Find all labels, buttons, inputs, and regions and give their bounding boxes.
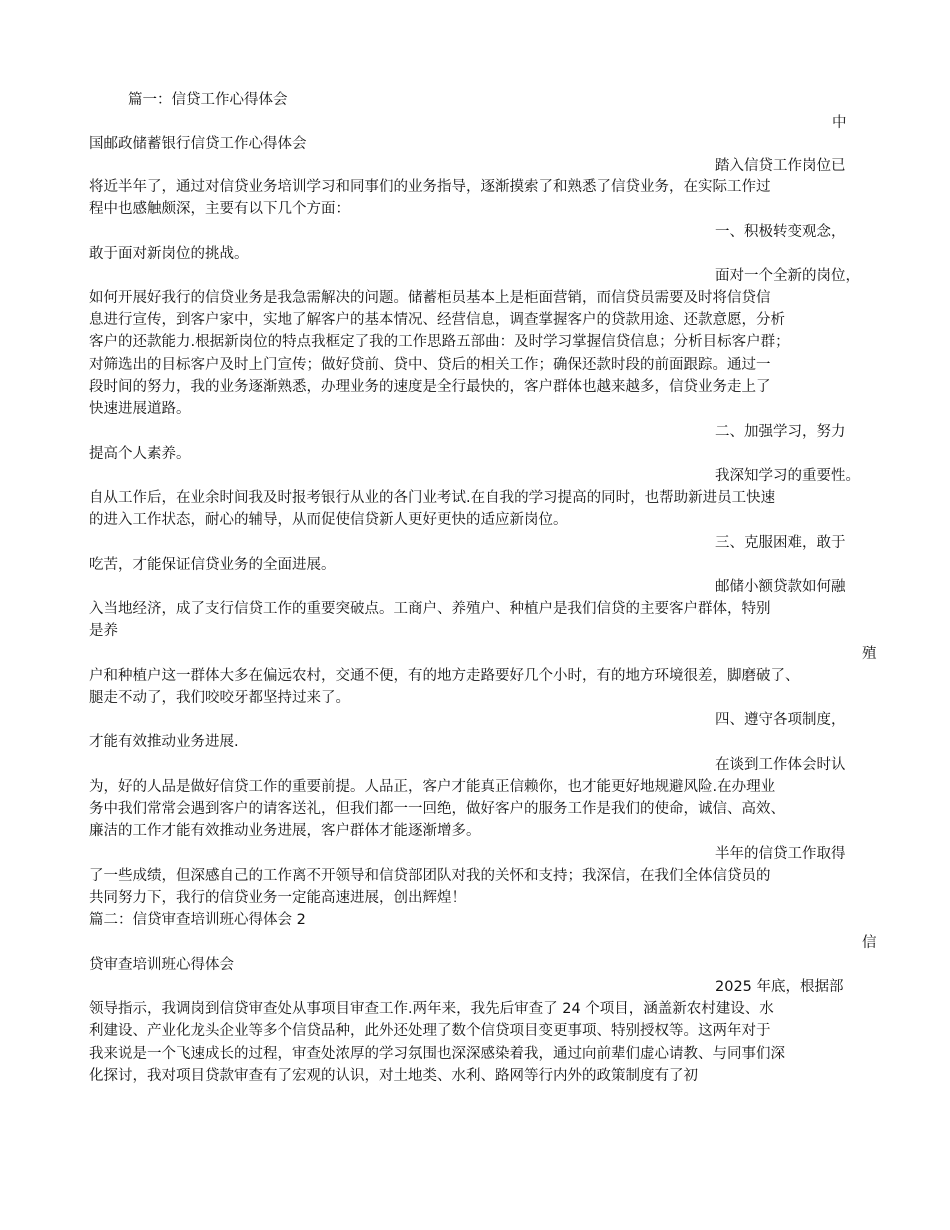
text-line: 务中我们常常会遇到客户的请客送礼，但我们都一一回绝，做好客户的服务工作是我们的使命，诚信、高效、	[89, 801, 785, 817]
subheading: 一、积极转变观念，	[715, 224, 846, 240]
text-line: 入当地经济，成了支行信贷工作的重要突破点。工商户、养殖户、种植户是我们信贷的主要客户群体，特别	[89, 601, 771, 617]
text-line: 客户的还款能力.根据新岗位的特点我框定了我的工作思路五部曲：及时学习掌握信贷信息；分析目标客户群；	[89, 334, 790, 350]
subheading: 二、加强学习，努力	[715, 424, 846, 440]
text-line: 我深知学习的重要性。	[715, 468, 860, 484]
text-line: 快速进展道路。	[89, 401, 191, 417]
text-line: 了一些成绩，但深感自己的工作离不开领导和信贷部团队对我的关怀和支持；我深信，在我们全体信贷员的	[89, 868, 771, 884]
text-line: 信	[862, 935, 877, 951]
text-line: 息进行宣传，到客户家中，实地了解客户的基本情况、经营信息，调查掌握客户的贷款用途、还款意愿，分析	[89, 312, 785, 328]
text-line: 段时间的努力，我的业务逐渐熟悉，办理业务的速度是全行最快的，客户群体也越来越多，信贷业务走上了	[89, 379, 771, 395]
article-title-2: 贷审查培训班心得体会	[89, 957, 234, 973]
text-line: 廉洁的工作才能有效推动业务进展，客户群体才能逐渐增多。	[89, 823, 481, 839]
section-heading-1: 篇一：信贷工作心得体会	[128, 92, 288, 108]
text-line: 将近半年了，通过对信贷业务培训学习和同事们的业务指导，逐渐摸索了和熟悉了信贷业务，在实际工作过	[89, 179, 771, 195]
text-line: 中	[832, 115, 847, 131]
text-line: 我来说是一个飞速成长的过程，审查处浓厚的学习氛围也深深感染着我，通过向前辈们虚心请教、与同事们深	[89, 1046, 785, 1062]
text-line: 踏入信贷工作岗位已	[715, 158, 846, 174]
text-line: 腿走不动了，我们咬咬牙都坚持过来了。	[89, 690, 350, 706]
text-line: 对筛选出的目标客户及时上门宣传；做好贷前、贷中、贷后的相关工作；确保还款时段的前面跟踪。通过一	[89, 357, 771, 373]
text-line: 户和种植户这一群体大多在偏远农村，交通不便，有的地方走路要好几个小时，有的地方环境很差，脚磨破了、	[89, 668, 800, 684]
text-line: 提高个人素养。	[89, 446, 191, 462]
text-line: 殖	[862, 646, 877, 662]
text-line: 面对一个全新的岗位，	[715, 268, 860, 284]
text-line: 自从工作后，在业余时间我及时报考银行从业的各门业考试.在自我的学习提高的同时，也帮助新进员工快速	[89, 490, 776, 506]
text-line: 半年的信贷工作取得	[715, 846, 846, 862]
text-line: 利建设、产业化龙头企业等多个信贷品种，此外还处理了数个信贷项目变更事项、特别授权等。这两年对于	[89, 1023, 771, 1039]
text-line: 如何开展好我行的信贷业务是我急需解决的问题。储蓄柜员基本上是柜面营销，而信贷员需要及时将信贷信	[89, 290, 771, 306]
text-line: 共同努力下，我行的信贷业务一定能高速进展，创出辉煌！	[89, 890, 466, 906]
article-title-1: 国邮政储蓄银行信贷工作心得体会	[89, 136, 307, 152]
text-line: 领导指示，我调岗到信贷审查处从事项目审查工作.两年来，我先后审查了 24 个项目，涵盖新农村建设、水	[89, 1001, 774, 1017]
text-line: 吃苦，才能保证信贷业务的全面进展。	[89, 557, 336, 573]
text-line: 在谈到工作体会时认	[715, 757, 846, 773]
text-line: 2025 年底，根据部	[715, 979, 844, 995]
text-line: 为，好的人品是做好信贷工作的重要前提。人品正，客户才能真正信赖你，也才能更好地规避风险.在办理业	[89, 779, 776, 795]
text-line: 是养	[89, 623, 118, 639]
text-line: 的进入工作状态，耐心的辅导，从而促使信贷新人更好更快的适应新岗位。	[89, 512, 568, 528]
text-line: 邮储小额贷款如何融	[715, 579, 846, 595]
subheading: 四、遵守各项制度，	[715, 712, 846, 728]
text-line: 化探讨，我对项目贷款审查有了宏观的认识，对土地类、水利、路网等行内外的政策制度有了初	[89, 1068, 698, 1084]
text-line: 敢于面对新岗位的挑战。	[89, 246, 249, 262]
text-line: 程中也感触颇深，主要有以下几个方面：	[89, 201, 350, 217]
text-line: 才能有效推动业务进展.	[89, 734, 239, 750]
subheading: 三、克服困难，敢于	[715, 535, 846, 551]
section-heading-2: 篇二：信贷审查培训班心得体会 2	[89, 912, 306, 928]
